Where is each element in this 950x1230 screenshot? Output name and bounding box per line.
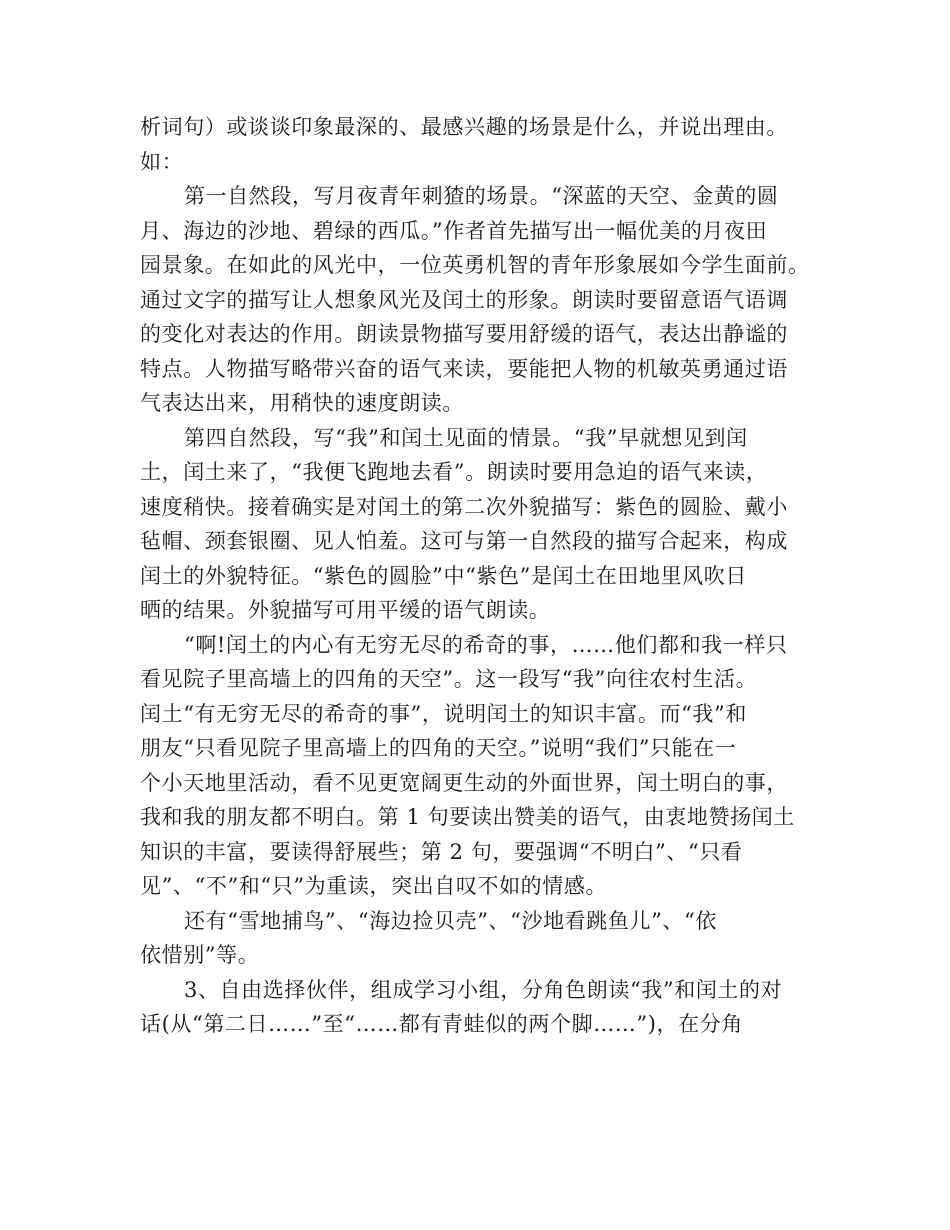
text-line: “啊!闰土的内心有无穷无尽的希奇的事，……他们都和我一样只 [184, 632, 788, 657]
text-line: 的变化对表达的作用。朗读景物描写要用舒缓的语气，表达出静谧的 [140, 322, 788, 346]
text-line: 月、海边的沙地、碧绿的西瓜。”作者首先描写出一幅优美的月夜田 [140, 218, 768, 243]
document-body [140, 110, 810, 1042]
text-line: 依惜别”等。 [140, 943, 260, 967]
text-line: 通过文字的描写让人想象风光及闰土的形象。朗读时要留意语气语调 [140, 287, 788, 312]
text-line: 晒的结果。外貌描写可用平缓的语气朗读。 [140, 598, 551, 622]
text-line: 析词句）或谈谈印象最深的、最感兴趣的场景是什么，并说出理由。 [140, 115, 788, 139]
text-line: 闰土的外貌特征。“紫色的圆脸”中“紫色”是闰土在田地里风吹日 [140, 563, 747, 588]
text-line: 见”、“不”和“只”为重读，突出自叹不如的情感。 [140, 874, 608, 898]
text-line: 看见院子里高墙上的四角的天空”。这一段写“我”向往农村生活。 [140, 667, 758, 691]
text-line: 速度稍快。接着确实是对闰土的第二次外貌描写：紫色的圆脸、戴小 [140, 494, 788, 519]
text-line: 毡帽、颈套银圈、见人怕羞。这可与第一自然段的描写合起来，构成 [140, 529, 788, 553]
text-line: 3、自由选择伙伴，组成学习小组，分角色朗读“我”和闰土的对 [184, 977, 783, 1002]
text-line: 第四自然段，写“我”和闰土见面的情景。“我”早就想见到闰 [184, 425, 748, 450]
text-line: 特点。人物描写略带兴奋的语气来读，要能把人物的机敏英勇通过语 [140, 356, 788, 381]
text-line: 园景象。在如此的风光中，一位英勇机智的青年形象展如今学生面前。 [140, 253, 810, 277]
text-line: 气表达出来，用稍快的速度朗读。 [140, 391, 464, 415]
text-line: 我和我的朋友都不明白。第 1 句要读出赞美的语气，由衷地赞扬闰土 [140, 805, 795, 829]
text-line: 个小天地里活动，看不见更宽阔更生动的外面世界，闰土明白的事， [140, 770, 788, 795]
text-line: 还有“雪地捕鸟”、“海边捡贝壳”、“沙地看跳鱼儿”、“依 [184, 908, 717, 933]
text-line: 如： [140, 149, 184, 174]
text-line: 闰土“有无穷无尽的希奇的事”，说明闰土的知识丰富。而“我”和 [140, 701, 747, 726]
text-line: 朋友“只看见院子里高墙上的四角的天空。”说明“我们”只能在一 [140, 736, 737, 760]
text-line: 知识的丰富，要读得舒展些；第 2 句，要强调“不明白”、“只看 [140, 839, 743, 864]
text-line: 第一自然段，写月夜青年刺猹的场景。“深蓝的天空、金黄的圆 [184, 184, 779, 208]
text-line: 土，闰土来了，“我便飞跑地去看”。朗读时要用急迫的语气来读， [140, 460, 768, 484]
text-line: 话(从“第二日……”至“……都有青蛙似的两个脚……”)，在分角 [140, 1012, 743, 1036]
